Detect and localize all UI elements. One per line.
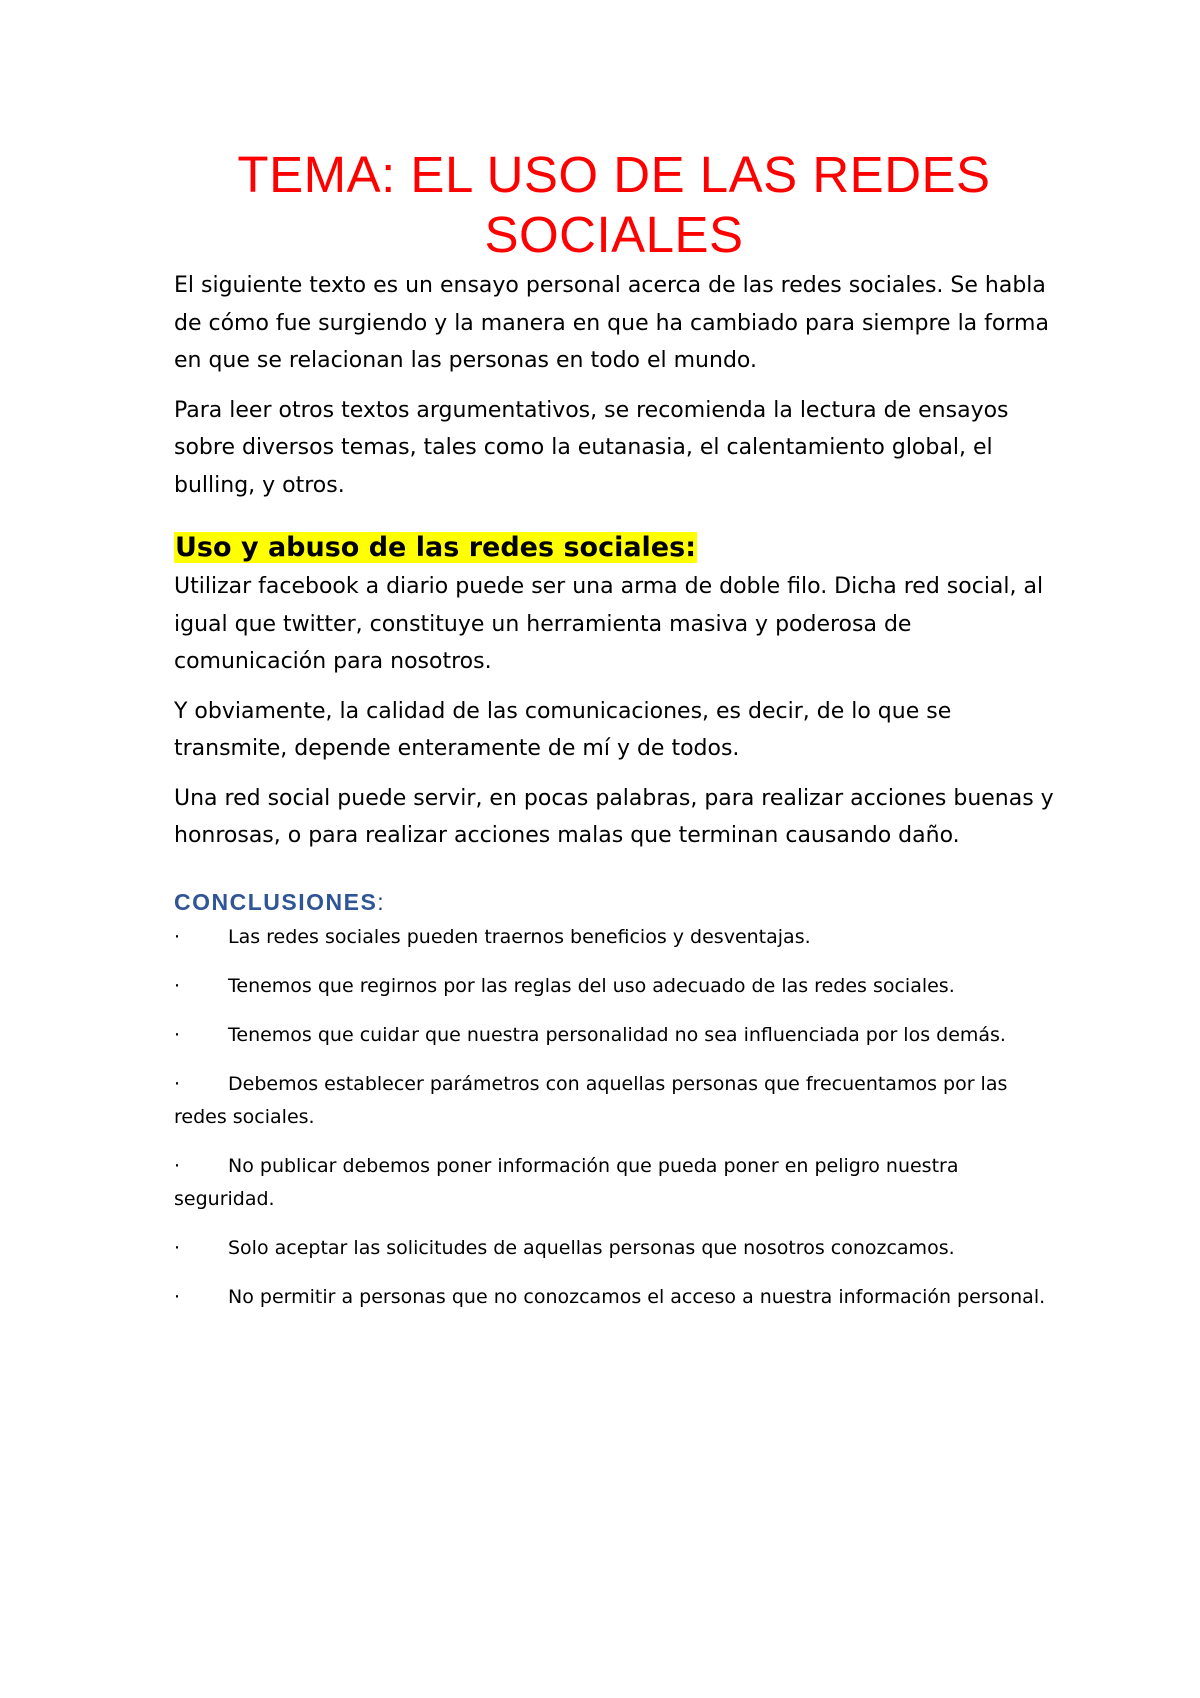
list-item: [174, 1019, 1054, 1052]
section-paragraph-2: Y obviamente, la calidad de las comunicaciones, es decir, de lo que se transmite, depende enteramente de mí y de todos.: [174, 698, 952, 761]
list-item-text: Las redes sociales pueden traernos beneficios y desventajas.: [228, 925, 811, 948]
document-title: [174, 145, 1054, 265]
list-item: [174, 1281, 1054, 1314]
list-item: [174, 1150, 1054, 1216]
title-line-2: SOCIALES: [484, 206, 744, 263]
list-item-text: Tenemos que regirnos por las reglas del uso adecuado de las redes sociales.: [228, 974, 955, 997]
bullet-icon: ·: [174, 1072, 181, 1095]
list-item-text: Tenemos que cuidar que nuestra personalidad no sea influenciada por los demás.: [228, 1023, 1006, 1046]
conclusions-heading: [174, 887, 1054, 917]
list-item: [174, 1068, 1054, 1134]
bullet-icon: ·: [174, 1154, 181, 1177]
conclusions-heading-text: CONCLUSIONES: [174, 888, 378, 915]
conclusions-heading-colon: :: [377, 888, 384, 915]
section-paragraph-1: Utilizar facebook a diario puede ser una arma de doble filo. Dicha red social, al igual que twitter, constituye un herramienta masiva y poderosa de comunicación para nosotros.: [174, 574, 1044, 674]
document-page: [174, 145, 1054, 1330]
title-line-1: TEMA: EL USO DE LAS REDES: [237, 146, 991, 203]
bullet-icon: ·: [174, 974, 181, 997]
list-item: [174, 921, 1054, 954]
list-item: [174, 1232, 1054, 1265]
intro-paragraph-2: Para leer otros textos argumentativos, se recomienda la lectura de ensayos sobre diversos temas, tales como la eutanasia, el calentamiento global, el bulling, y otros.: [174, 397, 1009, 498]
list-item-text: Debemos establecer parámetros con aquellas personas que frecuentamos por las redes sociales.: [174, 1072, 1008, 1128]
list-item-text: No permitir a personas que no conozcamos el acceso a nuestra información personal.: [228, 1285, 1046, 1308]
bullet-icon: ·: [174, 1236, 181, 1259]
section-heading-text: Uso y abuso de las redes sociales:: [175, 532, 696, 563]
list-item-text: No publicar debemos poner información que pueda poner en peligro nuestra seguridad.: [174, 1154, 959, 1210]
conclusions-list: [174, 921, 1054, 1314]
section-heading: [174, 528, 1054, 568]
section-paragraph-3: Una red social puede servir, en pocas palabras, para realizar acciones buenas y honrosas, o para realizar acciones malas que terminan causando daño.: [174, 785, 1054, 848]
bullet-icon: ·: [174, 1285, 181, 1308]
list-item-text: Solo aceptar las solicitudes de aquellas personas que nosotros conozcamos.: [228, 1236, 955, 1259]
list-item: [174, 970, 1054, 1003]
intro-paragraph-1: El siguiente texto es un ensayo personal acerca de las redes sociales. Se habla de cómo fue surgiendo y la manera en que ha cambiado para siempre la forma en que se relacionan las personas en todo el mundo.: [174, 273, 1049, 373]
bullet-icon: ·: [174, 1023, 181, 1046]
bullet-icon: ·: [174, 925, 181, 948]
